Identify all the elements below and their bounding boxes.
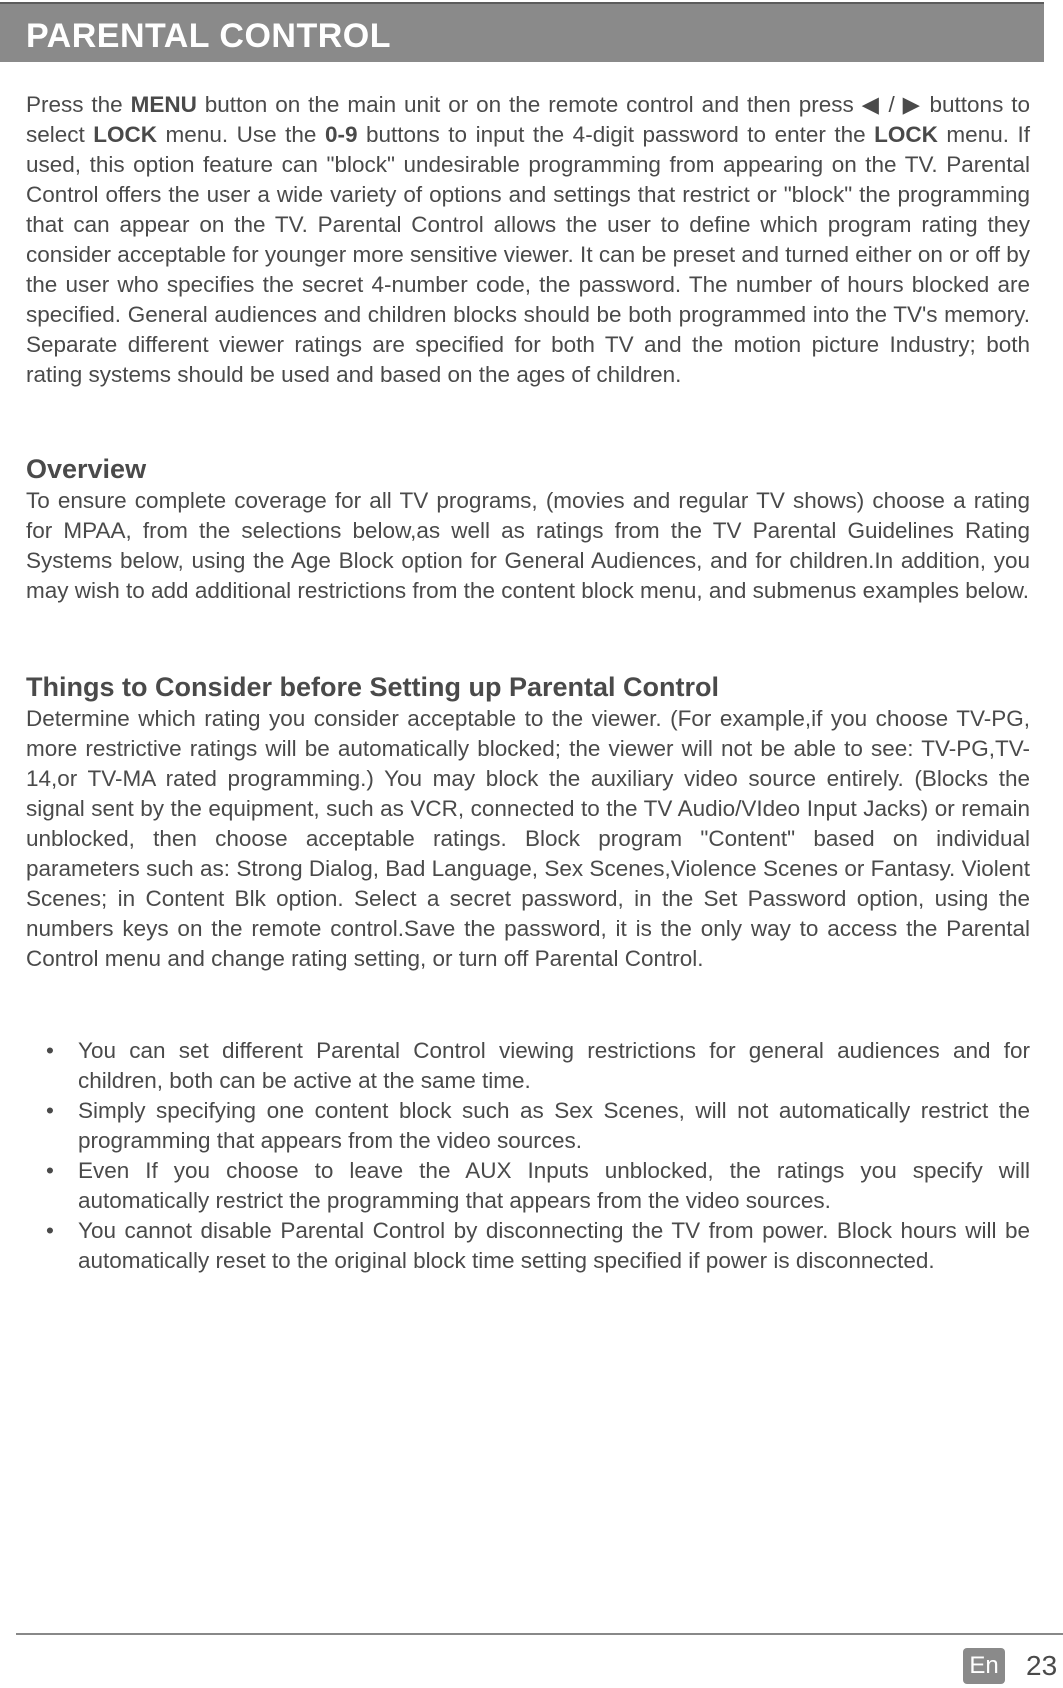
page-title-bar [0, 2, 1044, 62]
menu-keyword: MENU [130, 92, 197, 117]
page-title: PARENTAL CONTROL [26, 17, 391, 55]
list-item-text: You can set different Parental Control viewing restrictions for general audiences and for children, both can be active at the same time. [78, 1038, 1030, 1093]
digits-keyword: 0-9 [324, 122, 358, 147]
language-badge: En [963, 1648, 1005, 1684]
intro-text-4: buttons to input the 4-digit password to enter the [357, 122, 875, 147]
bullet-icon: • [46, 1098, 54, 1123]
footer-divider [16, 1633, 1063, 1635]
lock-keyword: LOCK [93, 122, 158, 147]
considerations-paragraph: Determine which rating you consider acceptable to the viewer. (For example,if you choose TV-PG, more restrictive ratings will be automatically blocked; the viewer will not be able to see: TV-PG,TV-14,or TV-MA rated programming.) You may block the auxiliary video source entirely. (Blocks the signal sent by the equipment, such as VCR, connected to the TV Audio/VIdeo Input Jacks) or remain unblocked, then choose acceptable ratings. Block program "Content" based on individual parameters such as: Strong Dialog, Bad Language, Sex Scenes,Violence Scenes or Fantasy. Violent Scenes; in Content Blk option. Select a secret password, in the Set Password option, using the numbers keys on the remote control.Save the password, it is the only way to access the Parental Control menu and change rating setting, or turn off Parental Control. [26, 706, 1030, 971]
overview-heading: Overview [26, 454, 147, 484]
intro-section [26, 90, 1030, 390]
intro-text-3: menu. Use the [157, 122, 325, 147]
list-item-text: Simply specifying one content block such as Sex Scenes, will not automatically restrict the programming that appears from the video sources. [78, 1098, 1030, 1153]
intro-text-2: button on the main unit or on the remote control and then press ◀ / ▶ buttons to select [26, 92, 1030, 147]
bullet-icon: • [46, 1038, 54, 1063]
list-item [46, 1216, 1030, 1276]
considerations-heading: Things to Consider before Setting up Parental Control [26, 672, 720, 702]
list-item-text: You cannot disable Parental Control by disconnecting the TV from power. Block hours will be automatically reset to the original block time setting specified if power is disconnected. [78, 1218, 1030, 1273]
intro-paragraph [26, 90, 1030, 390]
list-item [46, 1096, 1030, 1156]
intro-text-1: Press the [26, 92, 131, 117]
bullet-icon: • [46, 1158, 54, 1183]
notes-list [46, 1036, 1030, 1276]
page-number: 23 [1026, 1650, 1058, 1681]
overview-section [26, 452, 1030, 606]
bullet-icon: • [46, 1218, 54, 1243]
overview-paragraph: To ensure complete coverage for all TV programs, (movies and regular TV shows) choose a rating for MPAA, from the selections below,as well as ratings from the TV Parental Guidelines Rating Systems below, using the Age Block option for General Audiences, and for children.In addition, you may wish to add additional restrictions from the content block menu, and submenus examples below. [26, 488, 1030, 603]
list-item [46, 1156, 1030, 1216]
list-item-text: Even If you choose to leave the AUX Inputs unblocked, the ratings you specify will automatically restrict the programming that appears from the video sources. [78, 1158, 1030, 1213]
lock-keyword-2: LOCK [874, 122, 938, 147]
list-item [46, 1036, 1030, 1096]
intro-text-5: menu. If used, this option feature can "block" undesirable programming from appearing on the TV. Parental Control offers the user a wide variety of options and settings that restrict or "block" the programming that can appear on the TV. Parental Control allows the user to define which program rating they consider acceptable for younger more sensitive viewer. It can be preset and turned either on or off by the user who specifies the secret 4-number code, the password. The number of hours blocked are specified. General audiences and children blocks should be both programmed into the TV's memory. Separate different viewer ratings are specified for both TV and the motion picture Industry; both rating systems should be used and based on the ages of children. [26, 122, 1030, 387]
considerations-section [26, 670, 1030, 974]
